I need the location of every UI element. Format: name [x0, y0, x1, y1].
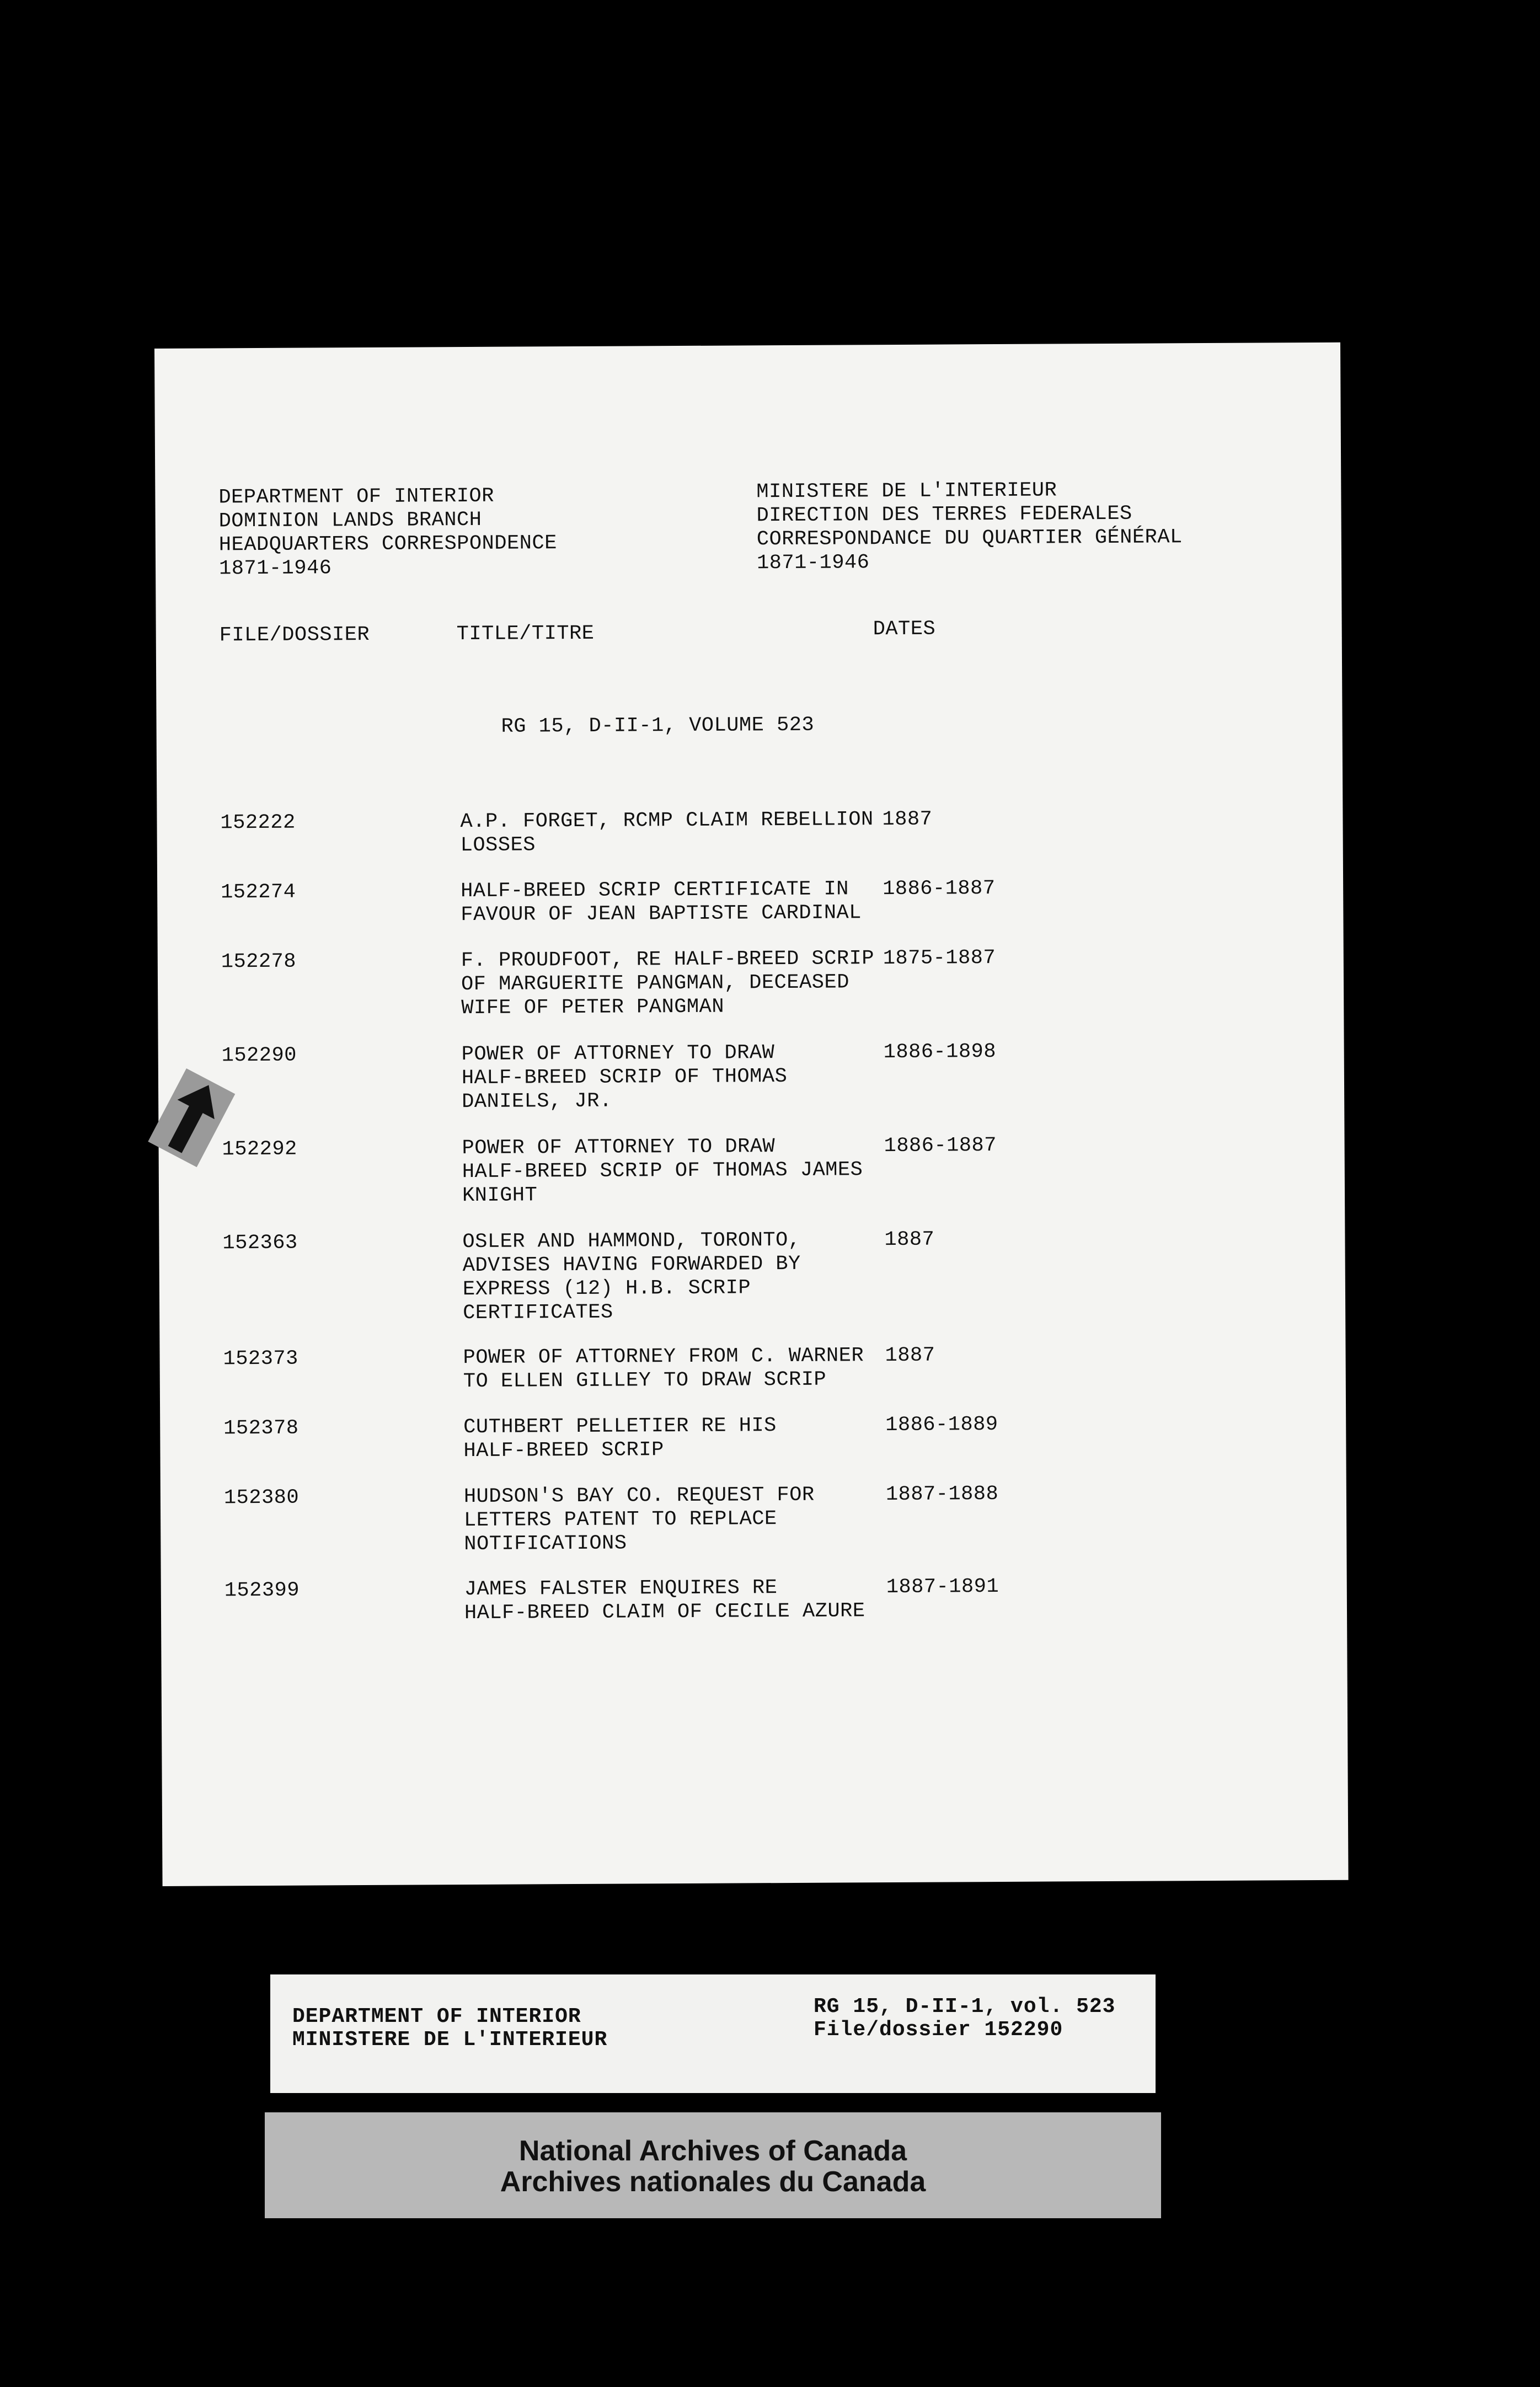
table-row	[161, 1574, 1347, 1625]
header-right-line4: 1871-1946	[756, 551, 870, 575]
header-right	[756, 478, 1183, 575]
entry-title: OSLER AND HAMMOND, TORONTO, ADVISES HAVING FORWARDED BY EXPRESS (12) H.B. SCRIP CERTIFICATES	[462, 1228, 801, 1325]
file-number: 152278	[221, 950, 297, 974]
table-row	[161, 1481, 1346, 1556]
header-left-line2: DOMINION LANDS BRANCH	[218, 508, 482, 533]
document-page	[154, 342, 1349, 1886]
file-number: 152363	[222, 1231, 298, 1255]
header-left-line4: 1871-1946	[218, 556, 332, 581]
table-row	[158, 1039, 1344, 1114]
file-number: 152222	[220, 811, 296, 835]
header-left-line1: DEPARTMENT OF INTERIOR	[218, 484, 495, 510]
header-right-line3: CORRESPONDANCE DU QUARTIER GÉNÉRAL	[756, 526, 1183, 552]
label-left-line2: MINISTERE DE L'INTERIEUR	[292, 2028, 608, 2052]
entry-dates: 1887	[885, 1344, 935, 1368]
file-number: 152290	[221, 1043, 297, 1068]
entry-title: POWER OF ATTORNEY TO DRAW HALF-BREED SCRIP OF THOMAS DANIELS, JR.	[461, 1041, 788, 1114]
entry-dates: 1886-1898	[883, 1040, 997, 1064]
entry-dates: 1887-1888	[885, 1482, 999, 1507]
column-header-dates: DATES	[873, 617, 936, 641]
label-right-line2: File/dossier 152290	[814, 2018, 1063, 2042]
entry-dates: 1887	[882, 807, 933, 832]
table-row	[159, 1226, 1345, 1325]
archives-credit-strip	[265, 2112, 1161, 2218]
file-number: 152399	[224, 1578, 300, 1603]
header-right-line2: DIRECTION DES TERRES FEDERALES	[756, 502, 1132, 528]
label-left-line1: DEPARTMENT OF INTERIOR	[292, 2005, 581, 2029]
entry-dates: 1887	[884, 1228, 935, 1252]
column-header-file: FILE/DOSSIER	[219, 623, 370, 647]
entry-title: A.P. FORGET, RCMP CLAIM REBELLION LOSSES	[460, 808, 874, 858]
table-row	[158, 945, 1344, 1020]
entry-dates: 1886-1887	[883, 877, 996, 901]
file-number: 152274	[221, 880, 296, 905]
entry-dates: 1887-1891	[886, 1575, 999, 1599]
file-number: 152380	[223, 1486, 300, 1510]
table-row	[157, 875, 1343, 927]
file-number: 152292	[222, 1137, 297, 1162]
table-row	[159, 1342, 1345, 1394]
label-right-line1: RG 15, D-II-1, vol. 523	[814, 1995, 1116, 2019]
column-header-title: TITLE/TITRE	[456, 622, 595, 646]
volume-heading: RG 15, D-II-1, VOLUME 523	[501, 713, 815, 738]
table-row	[158, 1132, 1344, 1208]
entry-title: F. PROUDFOOT, RE HALF-BREED SCRIP OF MARGUERITE PANGMAN, DECEASED WIFE OF PETER PANGMAN	[461, 947, 875, 1020]
archives-name-fr: Archives nationales du Canada	[500, 2166, 926, 2198]
entry-dates: 1886-1889	[885, 1413, 998, 1437]
entry-dates: 1886-1887	[884, 1134, 997, 1158]
header-left	[218, 484, 557, 581]
table-row	[157, 806, 1343, 858]
header-left-line3: HEADQUARTERS CORRESPONDENCE	[218, 532, 557, 557]
archives-name-en: National Archives of Canada	[518, 2135, 907, 2167]
entry-title: POWER OF ATTORNEY TO DRAW HALF-BREED SCRIP OF THOMAS JAMES KNIGHT	[462, 1135, 863, 1208]
entry-title: HUDSON'S BAY CO. REQUEST FOR LETTERS PATENT TO REPLACE NOTIFICATIONS	[463, 1483, 815, 1556]
archive-label-strip	[270, 1974, 1156, 2093]
file-number: 152373	[223, 1347, 298, 1371]
header-right-line1: MINISTERE DE L'INTERIEUR	[756, 479, 1057, 504]
table-row	[160, 1411, 1346, 1463]
entry-title: CUTHBERT PELLETIER RE HIS HALF-BREED SCRIP	[463, 1414, 777, 1463]
file-number: 152378	[223, 1416, 299, 1441]
entry-title: JAMES FALSTER ENQUIRES RE HALF-BREED CLAIM OF CECILE AZURE	[464, 1576, 865, 1625]
entry-title: HALF-BREED SCRIP CERTIFICATE IN FAVOUR OF JEAN BAPTISTE CARDINAL	[461, 877, 862, 927]
entry-dates: 1875-1887	[883, 946, 996, 971]
entry-title: POWER OF ATTORNEY FROM C. WARNER TO ELLEN GILLEY TO DRAW SCRIP	[463, 1344, 864, 1394]
